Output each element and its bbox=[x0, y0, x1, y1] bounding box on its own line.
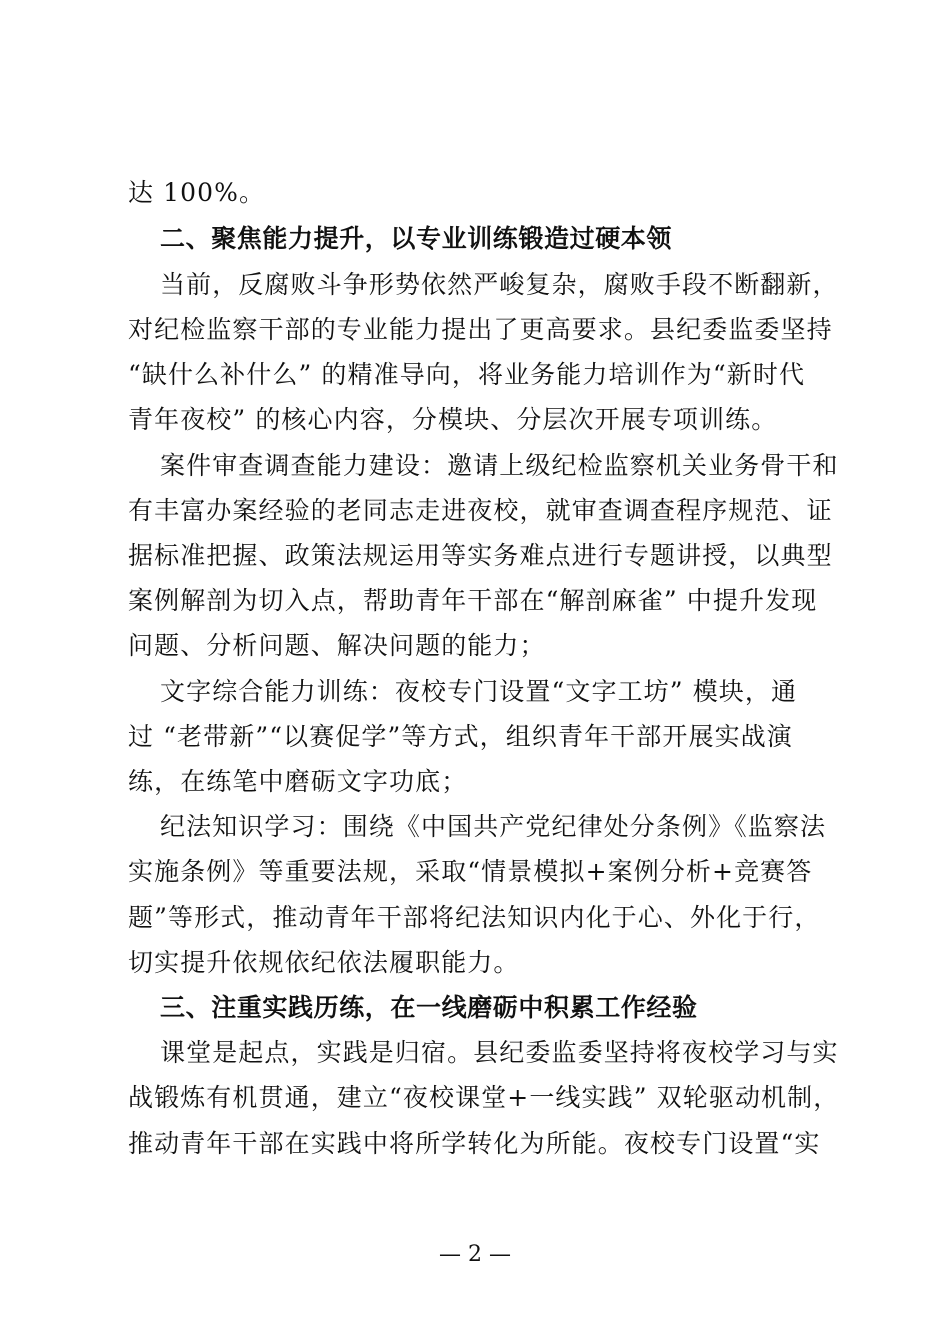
section-heading: 三、注重实践历练，在一线磨砺中积累工作经验 bbox=[160, 993, 698, 1022]
text-line: 据标准把握、政策法规运用等实务难点进行专题讲授，以典型 bbox=[128, 541, 833, 570]
text-line: 课堂是起点，实践是归宿。县纪委监委坚持将夜校学习与实 bbox=[160, 1038, 839, 1067]
text-line: 当前，反腐败斗争形势依然严峻复杂，腐败手段不断翻新， bbox=[160, 270, 839, 299]
page-number: — 2 — bbox=[439, 1242, 511, 1267]
text-line: 有丰富办案经验的老同志走进夜校，就审查调查程序规范、证 bbox=[128, 496, 833, 525]
text-line: 达 100%。 bbox=[128, 178, 266, 207]
text-line: 文字综合能力训练：夜校专门设置“文字工坊” 模块，通 bbox=[160, 677, 798, 706]
text-line: 题”等形式，推动青年干部将纪法知识内化于心、外化于行， bbox=[128, 903, 821, 932]
text-line: 过 “老带新”“以赛促学”等方式，组织青年干部开展实战演 bbox=[128, 722, 793, 751]
text-line: 纪法知识学习：围绕《中国共产党纪律处分条例》《监察法 bbox=[160, 812, 827, 841]
text-line: 案件审查调查能力建设：邀请上级纪检监察机关业务骨干和 bbox=[160, 451, 839, 480]
text-line: 练，在练笔中磨砺文字功底； bbox=[128, 767, 468, 796]
text-line: 切实提升依规依纪依法履职能力。 bbox=[128, 948, 520, 977]
text-line: 青年夜校” 的核心内容，分模块、分层次开展专项训练。 bbox=[128, 405, 778, 434]
text-line: 问题、分析问题、解决问题的能力； bbox=[128, 631, 546, 660]
text-line: 推动青年干部在实践中将所学转化为所能。夜校专门设置“实 bbox=[128, 1129, 821, 1158]
text-line: “缺什么补什么” 的精准导向，将业务能力培训作为“新时代 bbox=[128, 360, 806, 389]
text-line: 实施条例》等重要法规，采取“情景模拟+案例分析+竞赛答 bbox=[128, 857, 813, 886]
section-heading: 二、聚焦能力提升，以专业训练锻造过硬本领 bbox=[160, 224, 673, 253]
text-line: 战锻炼有机贯通，建立“夜校课堂+一线实践” 双轮驱动机制， bbox=[128, 1083, 840, 1112]
text-line: 案例解剖为切入点，帮助青年干部在“解剖麻雀” 中提升发现 bbox=[128, 586, 818, 615]
text-line: 对纪检监察干部的专业能力提出了更高要求。县纪委监委坚持 bbox=[128, 315, 833, 344]
